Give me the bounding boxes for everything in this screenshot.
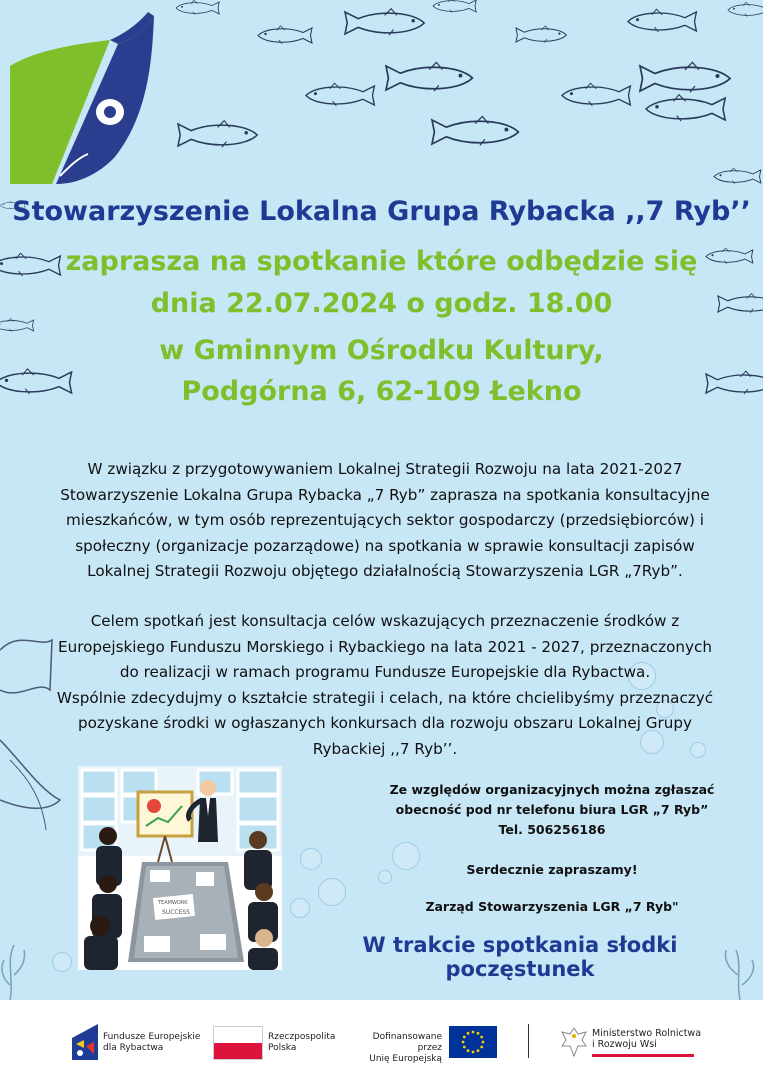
lgr-7-ryb-logo — [6, 8, 154, 188]
paragraph-line: Rybackiej ,,7 Ryb’’. — [312, 739, 458, 758]
bubble — [290, 898, 310, 918]
paragraph-line: Stowarzyszenie Lokalna Grupa Rybacka „7 Ryb” zaprasza na spotkania konsultacyjne — [60, 485, 710, 504]
paragraph-strategy — [40, 457, 730, 585]
pl-line1: Rzeczpospolita — [268, 1032, 336, 1042]
fish-outline — [176, 0, 219, 14]
pl-label — [268, 1032, 335, 1054]
bubble — [300, 848, 322, 870]
paragraph-line: Celem spotkań jest konsultacja celów wskazujących przeznaczenie środków z — [90, 612, 680, 630]
bubble — [318, 878, 346, 906]
eu-line1: Dofinansowane przez — [372, 1032, 442, 1053]
fe-line1: Fundusze Europejskie — [103, 1032, 201, 1042]
paragraph-line: W związku z przygotowywaniem Lokalnej Strategii Rozwoju na lata 2021-2027 — [87, 460, 683, 478]
fish-outline — [345, 9, 424, 35]
eu-label — [352, 1032, 442, 1065]
board-text-success: SUCCESS — [162, 909, 190, 916]
fish-outline — [432, 116, 518, 145]
contact-line: obecność pod nr telefonu biura LGR „7 Ryb” — [395, 802, 709, 817]
fish-outline — [640, 62, 730, 92]
fish-outline — [562, 83, 630, 106]
eu-line2: Unię Europejską — [369, 1054, 442, 1064]
fish-outline — [628, 9, 696, 32]
divider — [528, 1024, 529, 1058]
ministry-line2: i Rozwoju Wsi — [592, 1039, 657, 1050]
paragraph-line: Europejskiego Funduszu Morskiego i Rybackiego na lata 2021 - 2027, przeznaczonych — [57, 637, 713, 656]
signature: Zarząd Stowarzyszenia LGR „7 Ryb" — [425, 899, 679, 914]
paragraph-line: mieszkańców, w tym osób reprezentujących sektor gospodarczy (przedsiębiorców) i — [65, 511, 705, 529]
paragraph-line: społeczny (organizacje pozarządowe) na spotkania w sprawie konsultacji zapisów — [75, 536, 695, 555]
place-line: w Gminnym Ośrodku Kultury, — [159, 335, 604, 366]
funding-footer — [0, 1000, 763, 1080]
contact-line: Ze względów organizacyjnych można zgłaszać — [389, 782, 715, 797]
paragraph-line: Lokalnej Strategii Rozwoju objętego działalnością Stowarzyszenia LGR „7Ryb”. — [87, 562, 683, 580]
fe-line2: dla Rybactwa — [103, 1043, 164, 1053]
contact-info — [372, 780, 732, 840]
fish-outline — [728, 2, 763, 16]
fish-outline — [714, 168, 761, 184]
paragraph-goals — [40, 609, 730, 762]
coral-outline — [2, 945, 25, 1000]
paragraph-line: do realizacji w ramach programu Fundusze Europejskie dla Rybactwa. — [119, 663, 651, 681]
fish-outline — [433, 0, 476, 13]
date-line: dnia 22.07.2024 o godz. 18.00 — [150, 288, 613, 319]
fish-outline — [516, 26, 566, 43]
ministry-line1: Ministerstwo Rolnictwa — [592, 1028, 702, 1039]
ministry-label — [592, 1028, 701, 1050]
fe-label — [103, 1032, 200, 1054]
fish-outline — [178, 121, 257, 147]
fish-outline — [258, 26, 312, 44]
phone-number: Tel. 506256186 — [498, 822, 606, 837]
fe-logo — [72, 1024, 98, 1060]
fish-outline — [0, 318, 34, 331]
meeting-illustration — [78, 766, 282, 970]
bubble — [52, 952, 72, 972]
eu-flag — [449, 1026, 497, 1058]
fish-outline — [386, 62, 472, 91]
invite-line: zaprasza na spotkanie które odbędzie się — [65, 246, 698, 277]
address-line: Podgórna 6, 62-109 Łekno — [181, 376, 582, 407]
paragraph-line: pozyskane środki w ogłaszanych konkursach dla rozwoju obszaru Lokalnej Grupy — [77, 714, 693, 732]
fish-outline — [646, 95, 725, 121]
polish-eagle-emblem — [560, 1026, 588, 1058]
fish-outline — [306, 83, 374, 106]
greeting: Serdecznie zapraszamy! — [466, 862, 638, 877]
ministry-underline — [592, 1054, 694, 1057]
pl-line2: Polska — [268, 1043, 297, 1053]
association-title: Stowarzyszenie Lokalna Grupa Rybacka ,,7 Ryb’’ — [12, 196, 751, 227]
board-text-teamwork: TEAMWORK — [158, 900, 188, 906]
polish-flag — [213, 1026, 263, 1060]
paragraph-line: Wspólnie zdecydujmy o kształcie strategii i celach, na które chcielibyśmy przeznaczyć — [56, 688, 714, 707]
refreshments-note: W trakcie spotkania słodki poczęstunek — [362, 933, 678, 981]
